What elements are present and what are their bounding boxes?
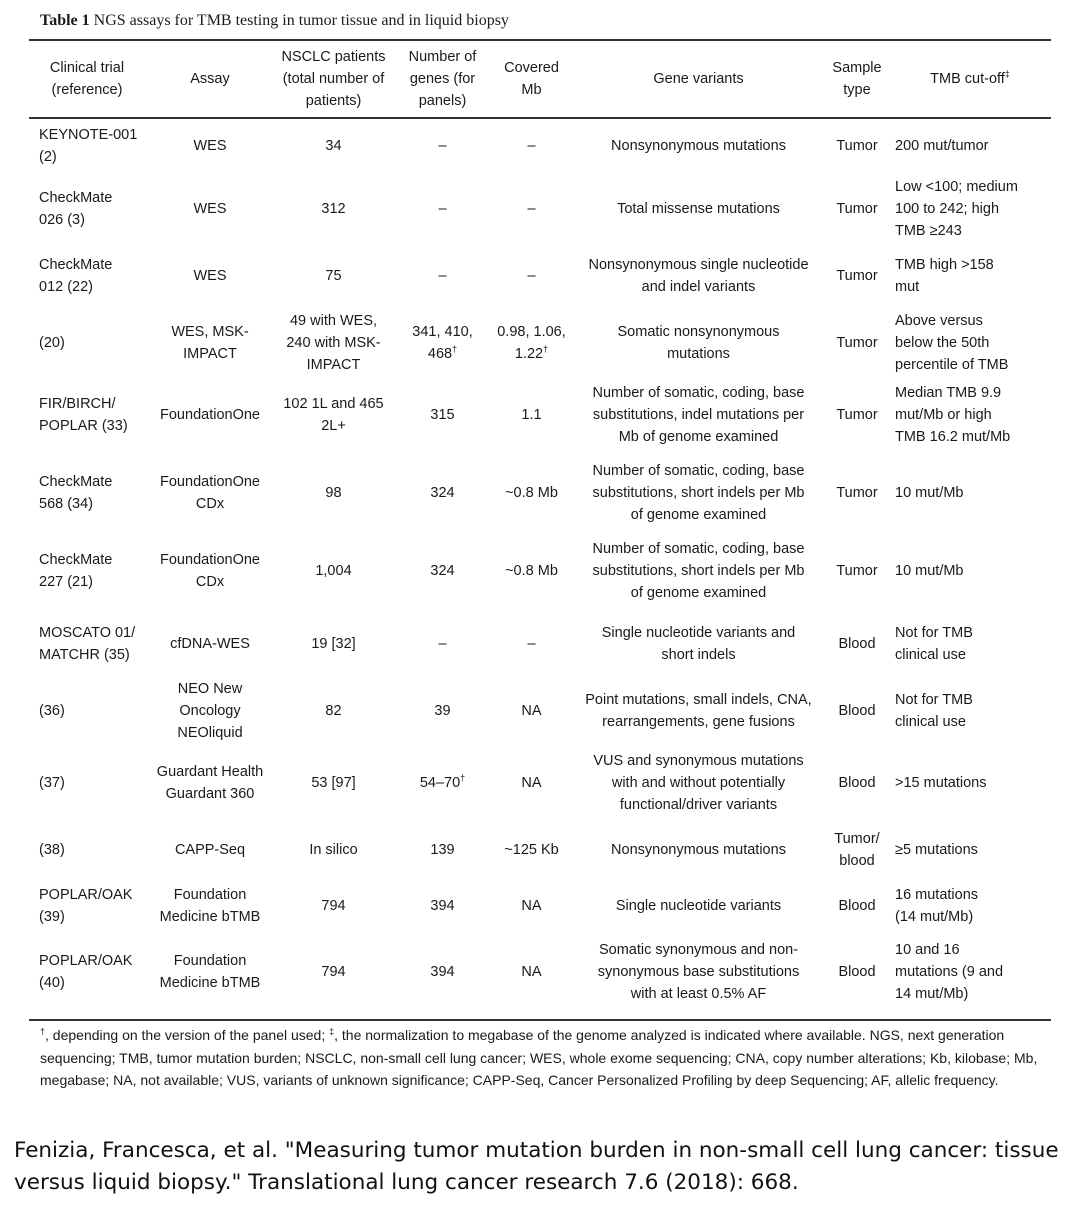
cell-nsclc-patients-text: 794 [321, 964, 346, 980]
cell-clinical-trial-text: POPLAR/OAK (40) [39, 953, 133, 991]
ngs-assays-table [29, 41, 1051, 1011]
cell-clinical-trial [29, 309, 147, 376]
cell-gene-variants-text: Nonsynonymous single nucleotide and indel variants [588, 256, 809, 295]
cell-clinical-trial [29, 175, 147, 242]
cell-tmb-cutoff-text: Above versus below the 50th percentile of TMB [895, 312, 1009, 373]
cell-number-of-genes-text: 139 [430, 842, 455, 858]
cell-nsclc-patients-text: 75 [325, 267, 342, 284]
cell-number-of-genes-text: 315 [430, 407, 455, 423]
cell-number-of-genes-text: 39 [434, 702, 451, 719]
cell-tmb-cutoff-text: 10 and 16 mutations (9 and 14 mut/Mb) [895, 942, 1004, 1002]
cell-sample-type [825, 610, 889, 677]
table-row [29, 242, 1051, 309]
cell-nsclc-patients [273, 175, 394, 242]
cell-clinical-trial-text: MOSCATO 01/ MATCHR (35) [39, 624, 136, 663]
cell-tmb-cutoff [889, 242, 1051, 309]
table-row [29, 822, 1051, 878]
cell-nsclc-patients [273, 376, 394, 454]
cell-number-of-genes-text: – [438, 138, 447, 154]
cell-covered-mb-text: NA [521, 964, 542, 980]
cell-nsclc-patients-text: 34 [325, 138, 342, 154]
cell-tmb-cutoff [889, 532, 1051, 610]
cell-covered-mb-text: 0.98, 1.06, 1.22 [497, 323, 566, 362]
cell-gene-variants-text: Number of somatic, coding, base substitutions, short indels per Mb of genome examined [592, 463, 805, 523]
cell-gene-variants [572, 242, 825, 309]
cell-number-of-genes [394, 878, 491, 933]
cell-number-of-genes-text: – [438, 635, 447, 652]
cell-gene-variants-text: VUS and synonymous mutations with and without potentially functional/driver variants [593, 753, 804, 813]
cell-sample-type [825, 454, 889, 532]
cell-covered-mb-text: – [527, 635, 536, 652]
table-title: NGS assays for TMB testing in tumor tissue and in liquid biopsy [93, 12, 509, 29]
cell-sample-type-text: Tumor/ blood [834, 831, 880, 869]
cell-nsclc-patients-text: 794 [321, 897, 346, 914]
cell-clinical-trial-text: POPLAR/OAK (39) [39, 886, 133, 925]
cell-sample-type [825, 933, 889, 1011]
cell-sample-type-text: Tumor [836, 200, 878, 217]
cell-covered-mb [491, 677, 572, 744]
cell-tmb-cutoff [889, 878, 1051, 933]
cell-nsclc-patients [273, 117, 394, 175]
cell-gene-variants-text: Number of somatic, coding, base substitutions, short indels per Mb of genome examined [592, 541, 805, 601]
cell-tmb-cutoff-text: 200 mut/tumor [895, 138, 989, 154]
cell-covered-mb-text: – [527, 267, 536, 284]
cell-number-of-genes-text: 394 [430, 897, 455, 914]
cell-covered-mb-footnote-mark: † [543, 343, 549, 354]
cell-sample-type [825, 175, 889, 242]
cell-gene-variants [572, 175, 825, 242]
cell-nsclc-patients [273, 532, 394, 610]
cell-tmb-cutoff [889, 610, 1051, 677]
cell-number-of-genes-text: 394 [430, 964, 455, 980]
cell-tmb-cutoff-text: TMB high >158 mut [895, 256, 994, 295]
table-row [29, 677, 1051, 744]
cell-covered-mb-text: – [527, 138, 536, 154]
table-row [29, 878, 1051, 933]
cell-nsclc-patients [273, 878, 394, 933]
cell-nsclc-patients-text: 98 [325, 485, 342, 501]
cell-clinical-trial [29, 933, 147, 1011]
cell-number-of-genes-text: 324 [430, 563, 455, 579]
cell-assay [147, 610, 273, 677]
cell-assay [147, 822, 273, 878]
cell-sample-type [825, 878, 889, 933]
cell-nsclc-patients [273, 744, 394, 822]
cell-gene-variants-text: Nonsynonymous mutations [611, 138, 786, 154]
cell-assay-text: Foundation Medicine bTMB [159, 953, 261, 991]
table-row [29, 744, 1051, 822]
cell-clinical-trial [29, 822, 147, 878]
cell-number-of-genes [394, 744, 491, 822]
cell-clinical-trial [29, 376, 147, 454]
cell-sample-type-text: Tumor [836, 334, 878, 351]
cell-nsclc-patients-text: 19 [32] [311, 635, 356, 652]
footnote-ddagger-mark: ‡ [329, 1026, 335, 1037]
cell-nsclc-patients-text: 102 1L and 465 2L+ [283, 396, 384, 434]
cell-sample-type [825, 677, 889, 744]
cell-sample-type-text: Blood [838, 702, 876, 719]
header-tmb-cutoff-mark: ‡ [1004, 69, 1010, 80]
footnote-dagger-mark: † [40, 1026, 46, 1037]
cell-number-of-genes [394, 175, 491, 242]
cell-nsclc-patients [273, 933, 394, 1011]
cell-covered-mb-text: NA [521, 775, 542, 791]
cell-gene-variants-text: Nonsynonymous mutations [611, 842, 786, 858]
cell-assay [147, 878, 273, 933]
table-caption [40, 12, 509, 30]
cell-assay [147, 454, 273, 532]
cell-clinical-trial-text: (37) [39, 775, 65, 791]
table-row [29, 610, 1051, 677]
cell-gene-variants-text: Point mutations, small indels, CNA, rearrangements, gene fusions [585, 691, 812, 730]
cell-covered-mb [491, 744, 572, 822]
cell-gene-variants [572, 822, 825, 878]
cell-sample-type-text: Tumor [836, 407, 878, 423]
cell-sample-type [825, 242, 889, 309]
table-row [29, 532, 1051, 610]
cell-gene-variants [572, 532, 825, 610]
cell-sample-type [825, 309, 889, 376]
cell-covered-mb [491, 610, 572, 677]
cell-assay [147, 376, 273, 454]
cell-covered-mb-text: ~0.8 Mb [505, 485, 558, 501]
cell-gene-variants [572, 878, 825, 933]
header-gene-variants: Gene variants [653, 71, 744, 87]
table-row [29, 309, 1051, 376]
cell-tmb-cutoff-text: ≥5 mutations [895, 842, 978, 858]
footnote-dagger-text: , depending on the version of the panel used; [45, 1027, 330, 1043]
header-tmb-cutoff-label: TMB cut-off [930, 71, 1005, 87]
table-label: Table 1 [40, 12, 90, 29]
cell-number-of-genes [394, 933, 491, 1011]
cell-number-of-genes [394, 677, 491, 744]
cell-assay-text: Guardant Health Guardant 360 [156, 764, 264, 802]
cell-clinical-trial-text: (36) [39, 702, 65, 719]
cell-assay-text: WES [193, 200, 227, 217]
cell-covered-mb [491, 242, 572, 309]
cell-sample-type-text: Tumor [836, 485, 878, 501]
cell-nsclc-patients [273, 822, 394, 878]
header-number-of-genes: Number of genes (for panels) [408, 49, 477, 109]
cell-clinical-trial-text: KEYNOTE-001 (2) [39, 127, 138, 165]
cell-covered-mb [491, 309, 572, 376]
cell-clinical-trial-text: CheckMate 568 (34) [39, 474, 113, 512]
cell-assay-text: FoundationOne [160, 407, 260, 423]
cell-sample-type-text: Tumor [836, 267, 878, 284]
cell-clinical-trial [29, 610, 147, 677]
source-citation: Fenizia, Francesca, et al. "Measuring tumor mutation burden in non-small cell lung cancer: tissue versus liquid biopsy." Translational lung cancer research 7.6 (2018): 668. [14, 1138, 1059, 1195]
cell-nsclc-patients [273, 454, 394, 532]
cell-clinical-trial [29, 677, 147, 744]
cell-covered-mb-text: – [527, 200, 536, 217]
cell-tmb-cutoff [889, 309, 1051, 376]
cell-assay [147, 532, 273, 610]
cell-sample-type-text: Blood [838, 897, 876, 914]
cell-gene-variants [572, 454, 825, 532]
table-body [29, 117, 1051, 1011]
cell-nsclc-patients [273, 242, 394, 309]
cell-number-of-genes [394, 532, 491, 610]
cell-gene-variants-text: Single nucleotide variants and short indels [601, 624, 796, 663]
table-footnotes [40, 1024, 1045, 1092]
cell-sample-type-text: Blood [838, 964, 876, 980]
cell-gene-variants [572, 744, 825, 822]
header-clinical-trial: Clinical trial (reference) [49, 60, 125, 98]
cell-sample-type-text: Tumor [836, 138, 878, 154]
cell-number-of-genes-footnote-mark: † [460, 773, 466, 784]
cell-tmb-cutoff [889, 744, 1051, 822]
cell-covered-mb [491, 822, 572, 878]
cell-sample-type-text: Blood [838, 635, 876, 652]
cell-number-of-genes [394, 610, 491, 677]
cell-covered-mb [491, 117, 572, 175]
cell-clinical-trial [29, 744, 147, 822]
cell-clinical-trial [29, 117, 147, 175]
cell-tmb-cutoff [889, 933, 1051, 1011]
cell-tmb-cutoff [889, 376, 1051, 454]
cell-clinical-trial [29, 532, 147, 610]
header-tmb-cutoff [889, 41, 1051, 117]
cell-tmb-cutoff-text: Median TMB 9.9 mut/Mb or high TMB 16.2 mut/Mb [895, 385, 1011, 445]
cell-sample-type [825, 117, 889, 175]
cell-assay [147, 117, 273, 175]
cell-covered-mb-text: ~125 Kb [504, 842, 559, 858]
cell-gene-variants-text: Total missense mutations [617, 200, 780, 217]
table-bottom-rule [29, 1019, 1051, 1021]
cell-tmb-cutoff [889, 677, 1051, 744]
cell-covered-mb [491, 878, 572, 933]
cell-assay [147, 242, 273, 309]
cell-gene-variants [572, 376, 825, 454]
cell-number-of-genes-text: – [438, 200, 447, 217]
cell-assay-text: FoundationOne CDx [160, 474, 260, 512]
cell-clinical-trial-text: FIR/BIRCH/ POPLAR (33) [39, 396, 128, 434]
cell-assay [147, 744, 273, 822]
cell-assay-text: Foundation Medicine bTMB [159, 886, 261, 925]
header-covered-mb: Covered Mb [504, 60, 559, 98]
cell-number-of-genes [394, 376, 491, 454]
cell-number-of-genes [394, 309, 491, 376]
cell-gene-variants [572, 309, 825, 376]
cell-assay [147, 309, 273, 376]
cell-assay-text: WES, MSK- IMPACT [171, 323, 249, 362]
cell-covered-mb [491, 454, 572, 532]
cell-covered-mb-text: NA [521, 897, 542, 914]
cell-assay-text: FoundationOne CDx [160, 552, 260, 590]
cell-gene-variants [572, 933, 825, 1011]
cell-covered-mb-text: ~0.8 Mb [505, 563, 558, 579]
cell-clinical-trial [29, 878, 147, 933]
cell-covered-mb-text: NA [521, 702, 542, 719]
cell-assay-text: cfDNA-WES [170, 635, 250, 652]
cell-covered-mb-text: 1.1 [521, 407, 542, 423]
header-nsclc-patients: NSCLC patients (total number of patients) [281, 49, 386, 109]
cell-clinical-trial-text: CheckMate 227 (21) [39, 552, 113, 590]
table-row [29, 454, 1051, 532]
cell-clinical-trial [29, 242, 147, 309]
cell-number-of-genes [394, 822, 491, 878]
cell-number-of-genes [394, 454, 491, 532]
cell-assay [147, 677, 273, 744]
cell-sample-type [825, 376, 889, 454]
cell-nsclc-patients-text: In silico [309, 842, 358, 858]
cell-tmb-cutoff-text: Not for TMB clinical use [895, 691, 973, 730]
cell-covered-mb [491, 175, 572, 242]
cell-gene-variants-text: Somatic synonymous and non- synonymous base substitutions with at least 0.5% AF [597, 942, 800, 1002]
cell-nsclc-patients-text: 82 [325, 702, 342, 719]
cell-clinical-trial-text: (38) [39, 842, 65, 858]
cell-covered-mb [491, 933, 572, 1011]
cell-tmb-cutoff [889, 454, 1051, 532]
cell-gene-variants [572, 677, 825, 744]
cell-nsclc-patients-text: 1,004 [315, 563, 352, 579]
table-row [29, 933, 1051, 1011]
cell-gene-variants-text: Single nucleotide variants [615, 897, 782, 914]
cell-clinical-trial [29, 454, 147, 532]
cell-assay [147, 933, 273, 1011]
cell-tmb-cutoff [889, 175, 1051, 242]
cell-assay-text: NEO New Oncology NEOliquid [177, 680, 243, 741]
cell-tmb-cutoff-text: Not for TMB clinical use [895, 624, 973, 663]
cell-number-of-genes-text: – [438, 267, 447, 284]
cell-gene-variants [572, 610, 825, 677]
cell-number-of-genes [394, 242, 491, 309]
cell-nsclc-patients [273, 677, 394, 744]
cell-tmb-cutoff-text: >15 mutations [895, 775, 987, 791]
cell-tmb-cutoff [889, 117, 1051, 175]
cell-tmb-cutoff [889, 822, 1051, 878]
table-row [29, 175, 1051, 242]
header-assay: Assay [190, 71, 230, 87]
cell-sample-type-text: Tumor [836, 563, 878, 579]
cell-nsclc-patients-text: 49 with WES, 240 with MSK- IMPACT [286, 312, 381, 373]
cell-gene-variants-text: Somatic nonsynonymous mutations [617, 323, 780, 362]
cell-covered-mb [491, 532, 572, 610]
cell-clinical-trial-text: CheckMate 026 (3) [39, 189, 113, 228]
cell-assay-text: WES [193, 267, 227, 284]
table-row [29, 117, 1051, 175]
cell-nsclc-patients [273, 610, 394, 677]
cell-number-of-genes-text: 324 [430, 485, 455, 501]
cell-number-of-genes-text: 54–70 [419, 775, 461, 791]
cell-gene-variants [572, 117, 825, 175]
cell-tmb-cutoff-text: 10 mut/Mb [895, 563, 964, 579]
cell-sample-type [825, 532, 889, 610]
cell-assay [147, 175, 273, 242]
cell-covered-mb [491, 376, 572, 454]
header-sample-type: Sample type [832, 60, 882, 98]
cell-tmb-cutoff-text: 10 mut/Mb [895, 485, 964, 501]
cell-assay-text: WES [193, 138, 227, 154]
cell-number-of-genes-footnote-mark: † [452, 343, 458, 354]
cell-nsclc-patients [273, 309, 394, 376]
cell-assay-text: CAPP-Seq [174, 842, 246, 858]
cell-clinical-trial-text: CheckMate 012 (22) [39, 256, 113, 295]
cell-number-of-genes [394, 117, 491, 175]
cell-gene-variants-text: Number of somatic, coding, base substitutions, indel mutations per Mb of genome examined [592, 385, 805, 445]
cell-clinical-trial-text: (20) [39, 334, 65, 351]
table-header-row [29, 41, 1051, 117]
cell-sample-type-text: Blood [838, 775, 876, 791]
cell-sample-type [825, 822, 889, 878]
cell-nsclc-patients-text: 53 [97] [311, 775, 356, 791]
cell-number-of-genes-text: 341, 410, 468 [412, 323, 473, 362]
table-row [29, 376, 1051, 454]
footnote-abbreviations-text: , the normalization to megabase of the genome analyzed is indicated where available. NGS, next generation sequencing; TMB, tumor mutation burden; NSCLC, non-small cell lung cancer; WES, whole exome sequencing; CNA, copy number alterations; Kb, kilobase; Mb, megabase; NA, not available; VUS, variants of unknown significance; CAPP-Seq, Cancer Personalized Profiling by deep Sequencing; AF, allelic frequency. [40, 1027, 1038, 1088]
cell-nsclc-patients-text: 312 [321, 200, 346, 217]
cell-tmb-cutoff-text: Low <100; medium 100 to 242; high TMB ≥243 [895, 178, 1018, 239]
cell-tmb-cutoff-text: 16 mutations (14 mut/Mb) [895, 886, 979, 925]
cell-sample-type [825, 744, 889, 822]
